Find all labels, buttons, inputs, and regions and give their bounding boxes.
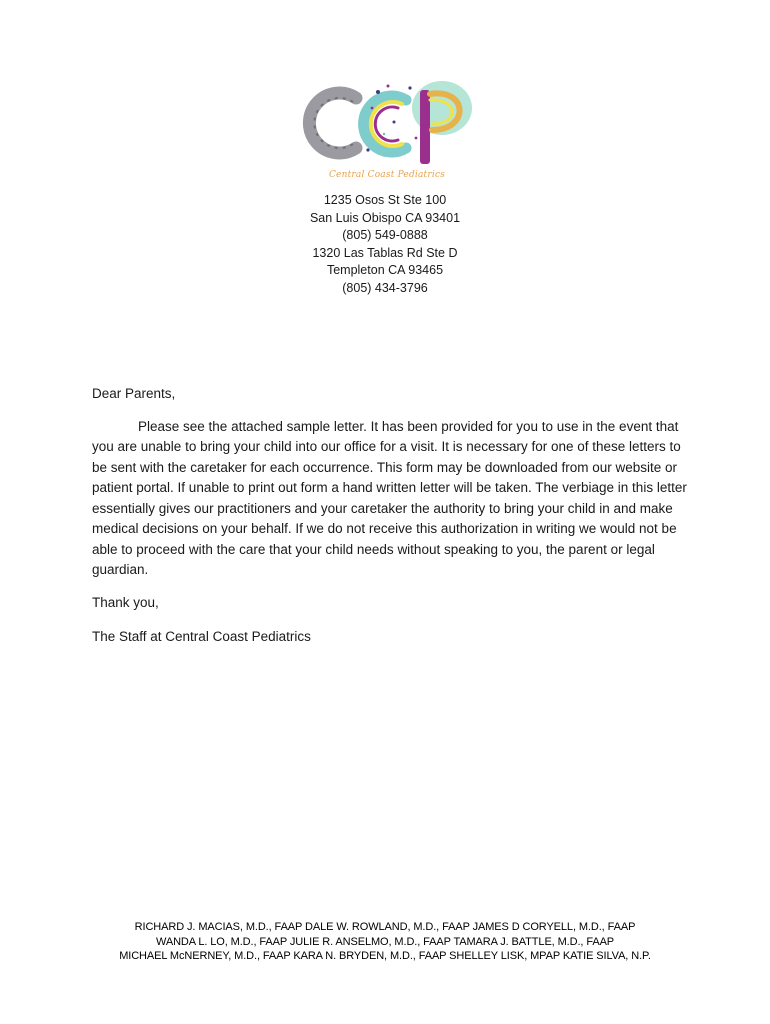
address-line-2: San Luis Obispo CA 93401 <box>309 210 461 225</box>
letter-body <box>92 384 692 648</box>
footer-line-3: MICHAEL McNERNEY, M.D., FAAP KARA N. BRYDEN, M.D., FAAP SHELLEY LISK, MPAP KATIE SILVA, N.P. <box>119 950 651 962</box>
phone-line-1: (805) 549-0888 <box>342 228 428 242</box>
address-block <box>0 192 770 297</box>
body-paragraph: Please see the attached sample letter. It has been provided for you to use in the event that you are unable to bring your child into our office for a visit. It is necessary for one of these letters to be sent with the caretaker for each occurrence. This form may be downloaded from our website or patient portal. If unable to print out form a hand written letter will be taken. The verbiage in this letter essentially gives our practitioners and your caretaker the authority to bring your child in and make medical decisions on your behalf. If we do not receive this authorization in writing we would not be able to proceed with the care that your child needs without speaking to you, the parent or legal guardian. <box>92 418 687 577</box>
address-line-1: 1235 Osos St Ste 100 <box>323 193 447 207</box>
greeting: Dear Parents, <box>92 386 176 401</box>
closing: Thank you, <box>92 594 159 610</box>
address-line-3: 1320 Las Tablas Rd Ste D <box>312 245 458 260</box>
address-line-4: Templeton CA 93465 <box>326 263 444 277</box>
footer-line-1: RICHARD J. MACIAS, M.D., FAAP DALE W. ROWLAND, M.D., FAAP JAMES D CORYELL, M.D., FAAP <box>134 921 636 933</box>
phone-line-2: (805) 434-3796 <box>342 280 428 295</box>
logo-tagline: Central Coast Pediatrics <box>328 170 446 180</box>
footer-line-2: WANDA L. LO, M.D., FAAP JULIE R. ANSELMO, M.D., FAAP TAMARA J. BATTLE, M.D., FAAP <box>155 935 615 948</box>
ccp-logo-graphic <box>298 78 476 170</box>
physician-footer <box>0 920 770 964</box>
practice-logo <box>298 78 476 188</box>
signature: The Staff at Central Coast Pediatrics <box>92 629 311 644</box>
